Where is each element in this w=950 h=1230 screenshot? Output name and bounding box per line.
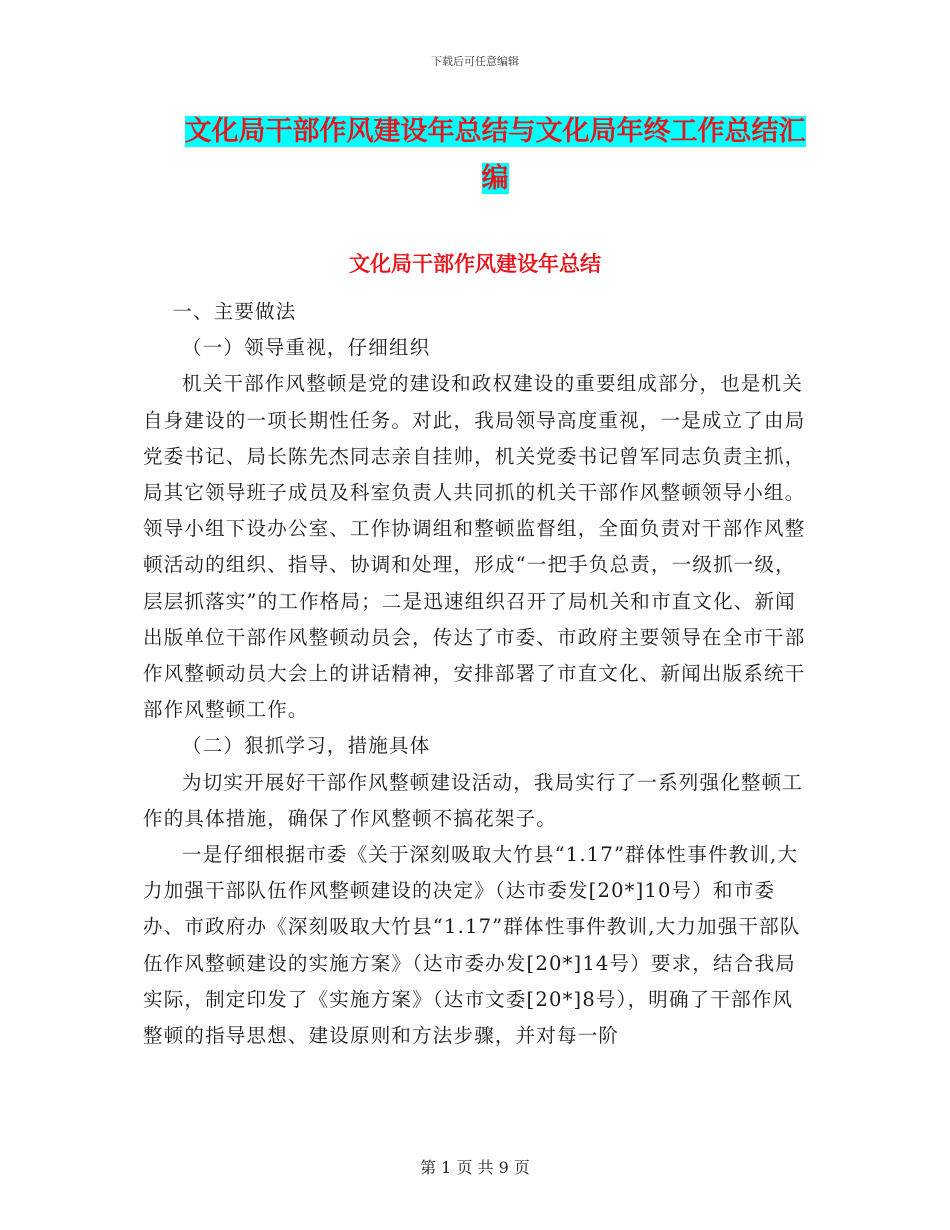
page-number-footer: 第 1 页 共 9 页 [420, 1158, 530, 1177]
document-sub-title: 文化局干部作风建设年总结 [349, 252, 601, 276]
body-paragraph: 一是仔细根据市委《关于深刻吸取大竹县“1.17”群体性事件教训,大力加强干部队伍作风整顿建设的决定》（达市委发[20*]10号）和市委办、市政府办《深刻吸取大竹县“1.17”群体性事件教训,大力加强干部队伍作风整顿建设的实施方案》（达市委办发[20*]14号）要求，结合我局实际，制定印发了《实施方案》（达市文委[20*]8号），明确了干部作风整顿的指导思想、建设原则和方法步骤，并对每一阶 [143, 843, 801, 1048]
document-main-title [180, 108, 810, 202]
subsection-heading: （一）领导重视，仔细组织 [182, 336, 431, 360]
main-title-text: 文化局干部作风建设年总结与文化局年终工作总结汇编 [184, 116, 806, 194]
body-paragraph: 为切实开展好干部作风整顿建设活动，我局实行了一系列强化整顿工作的具体措施，确保了作风整顿不搞花架子。 [143, 770, 804, 830]
page-header-note: 下载后可任意编辑 [431, 55, 519, 68]
section-heading: 一、主要做法 [172, 300, 297, 323]
body-paragraph: 机关干部作风整顿是党的建设和政权建设的重要组成部分，也是机关自身建设的一项长期性任务。对此，我局领导高度重视，一是成立了由局党委书记、局长陈先杰同志亲自挂帅，机关党委书记曾军同志负责主抓，局其它领导班子成员及科室负责人共同抓的机关干部作风整顿领导小组。领导小组下设办公室、工作协调组和整顿监督组，全面负责对干部作风整顿活动的组织、指导、协调和处理，形成“一把手负总责，一级抓一级，层层抓落实”的工作格局；二是迅速组织召开了局机关和市直文化、新闻出版单位干部作风整顿动员会，传达了市委、市政府主要领导在全市干部作风整顿动员大会上的讲话精神，安排部署了市直文化、新闻出版系统干部作风整顿工作。 [143, 372, 806, 722]
document-body [143, 294, 813, 1054]
subsection-heading: （二）狠抓学习，措施具体 [182, 734, 431, 758]
